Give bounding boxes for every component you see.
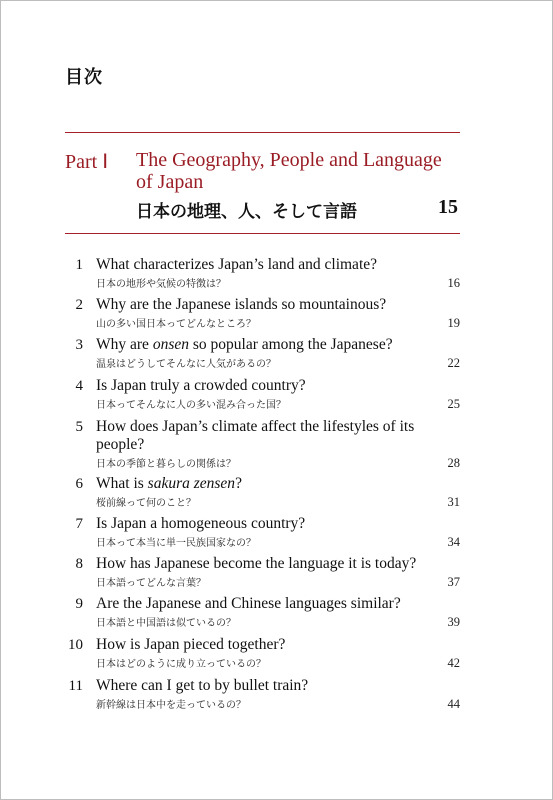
item-page-number: 28	[447, 456, 460, 470]
toc-item[interactable]	[65, 377, 460, 418]
toc-item[interactable]	[65, 555, 460, 595]
item-title-ja: 日本はどのように成り立っているの？	[96, 659, 266, 670]
item-page-number: 42	[447, 656, 460, 670]
part-page-number: 15	[438, 196, 458, 218]
top-divider	[65, 132, 460, 133]
item-title-ja: 日本って本当に単一民族国家なの？	[96, 538, 256, 549]
toc-item[interactable]	[65, 595, 460, 636]
item-page-number: 34	[447, 535, 460, 549]
item-number: 6	[75, 476, 83, 492]
toc-item[interactable]	[65, 475, 460, 515]
toc-item[interactable]	[65, 296, 460, 336]
item-title-en: Are the Japanese and Chinese languages similar?	[96, 595, 401, 612]
item-title-en: Where can I get to by bullet train?	[96, 677, 309, 694]
item-title-ja: 日本語ってどんな言葉？	[96, 578, 206, 589]
item-page-number: 44	[447, 697, 460, 711]
item-title-ja: 新幹線は日本中を走っているの？	[96, 700, 246, 711]
item-page-number: 19	[447, 316, 460, 330]
item-page-number: 16	[447, 276, 460, 290]
item-title-ja: 日本語と中国語は似ているの？	[96, 618, 236, 629]
item-number: 3	[75, 337, 83, 353]
item-title-ja: 温泉はどうしてそんなに人気があるの？	[96, 359, 276, 370]
item-title-en: What characterizes Japan’s land and climate?	[96, 256, 378, 273]
item-title-en: Why are onsen so popular among the Japanese?	[96, 336, 393, 353]
item-title-en: How is Japan pieced together?	[96, 636, 286, 653]
part-title-en: The Geography, People and Language of Japan	[136, 149, 442, 193]
bottom-divider	[65, 233, 460, 234]
item-page-number: 22	[447, 356, 460, 370]
item-title-ja: 日本の季節と暮らしの関係は？	[96, 459, 236, 470]
item-number: 11	[68, 678, 83, 694]
toc-heading: 目次	[65, 67, 103, 88]
item-title-en: Is Japan truly a crowded country?	[96, 377, 306, 394]
item-number: 9	[75, 596, 83, 612]
item-number: 8	[75, 556, 83, 572]
item-number: 1	[75, 257, 83, 273]
item-number: 7	[75, 516, 83, 532]
item-title-en: Is Japan a homogeneous country?	[96, 515, 306, 532]
item-number: 2	[75, 297, 83, 313]
part-title-ja: 日本の地理、人、そして言語	[136, 202, 357, 222]
toc-item[interactable]	[65, 256, 460, 296]
toc-item[interactable]	[65, 636, 460, 677]
item-title-ja: 桜前線って何のこと？	[96, 498, 196, 509]
item-title-en: How does Japan’s climate affect the lifestyles of its people?	[96, 418, 415, 453]
item-title-ja: 山の多い国日本ってどんなところ？	[96, 319, 256, 330]
toc-item[interactable]	[65, 515, 460, 555]
toc-list	[65, 256, 460, 717]
item-title-ja: 日本ってそんなに人の多い混み合った国？	[96, 400, 286, 411]
item-page-number: 39	[447, 615, 460, 629]
item-number: 5	[75, 419, 83, 435]
item-number: 10	[68, 637, 83, 653]
part-label: Part Ⅰ	[65, 151, 109, 173]
toc-item[interactable]	[65, 336, 460, 377]
item-title-en: What is sakura zensen?	[96, 475, 242, 492]
toc-item[interactable]	[65, 677, 460, 717]
item-title-en: Why are the Japanese islands so mountainous?	[96, 296, 387, 313]
item-title-en: How has Japanese become the language it is today?	[96, 555, 417, 572]
item-page-number: 25	[447, 397, 460, 411]
item-title-ja: 日本の地形や気候の特徴は？	[96, 279, 226, 290]
item-page-number: 37	[447, 575, 460, 589]
item-number: 4	[75, 378, 83, 394]
part-header	[65, 147, 460, 227]
toc-item[interactable]	[65, 418, 460, 475]
item-page-number: 31	[447, 495, 460, 509]
